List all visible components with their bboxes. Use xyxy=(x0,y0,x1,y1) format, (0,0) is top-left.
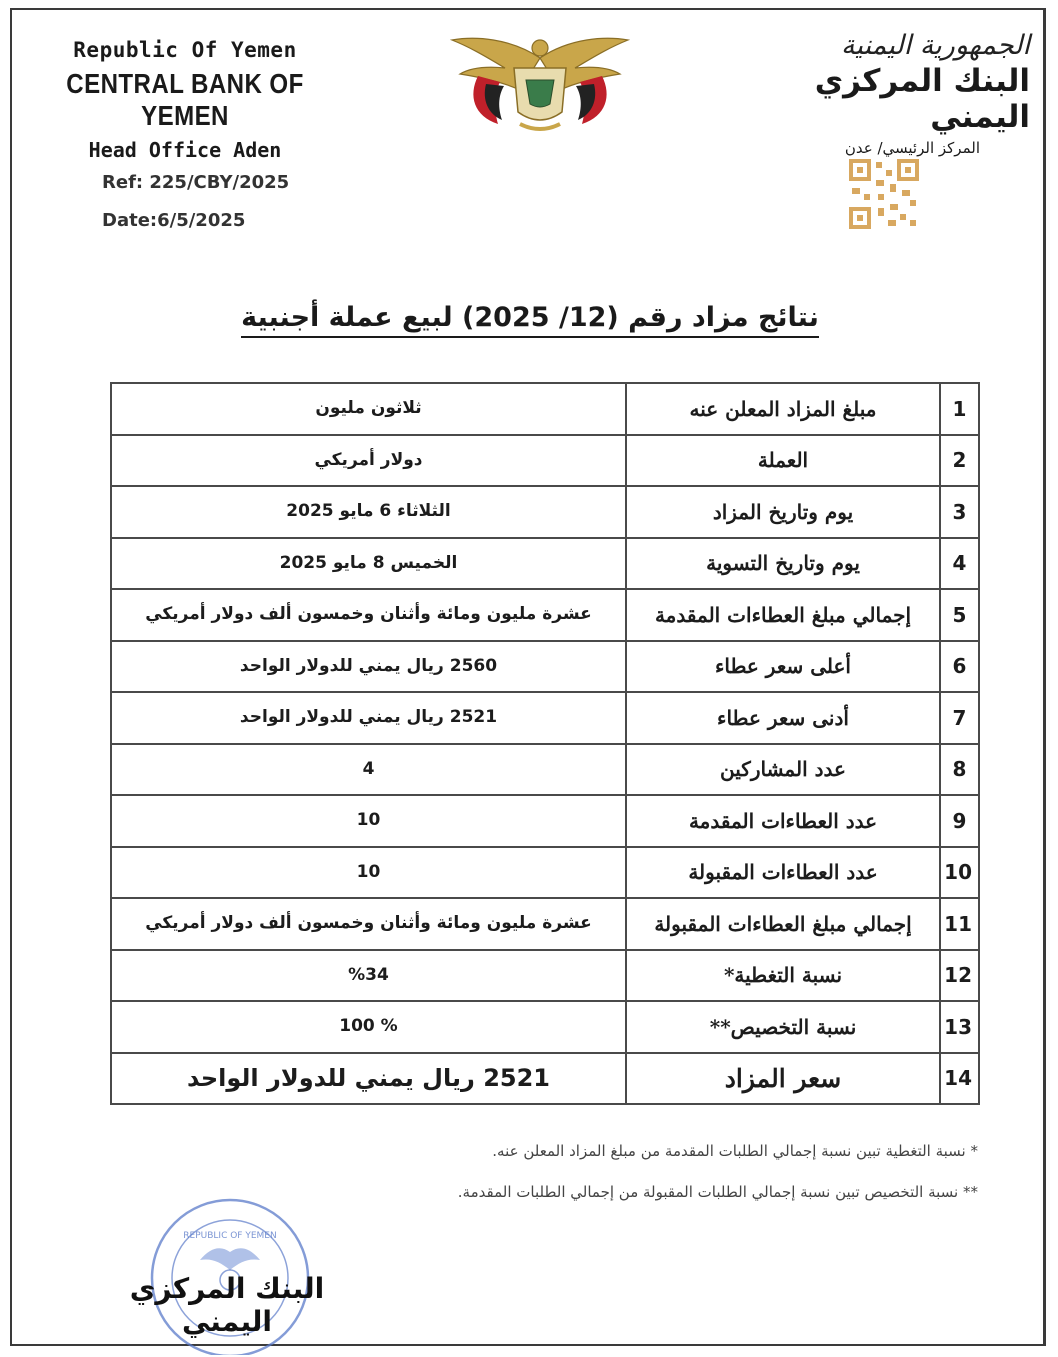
row-label: أدنى سعر عطاء xyxy=(626,692,940,744)
table-row xyxy=(111,435,979,487)
row-label: عدد المشاركين xyxy=(626,744,940,796)
row-number: 5 xyxy=(940,589,979,641)
row-value: الثلاثاء 6 مايو 2025 xyxy=(111,486,626,538)
seal-text: REPUBLIC OF YEMEN xyxy=(183,1231,277,1241)
row-number: 11 xyxy=(940,898,979,950)
table-row xyxy=(111,795,979,847)
coverage-footnote: * نسبة التغطية تبين نسبة إجمالي الطلبات المقدمة من مبلغ المزاد المعلن عنه. xyxy=(492,1142,978,1160)
row-value: ثلاثون مليون xyxy=(111,383,626,435)
english-letterhead xyxy=(40,38,330,162)
row-label: يوم وتاريخ التسوية xyxy=(626,538,940,590)
document-date: Date:6/5/2025 xyxy=(102,210,246,231)
row-number: 14 xyxy=(940,1053,979,1105)
table-row xyxy=(111,950,979,1002)
row-number: 8 xyxy=(940,744,979,796)
document-title xyxy=(200,302,860,333)
row-label: نسبة التغطية* xyxy=(626,950,940,1002)
reference-number: Ref: 225/CBY/2025 xyxy=(102,172,290,193)
row-number: 12 xyxy=(940,950,979,1002)
row-label: سعر المزاد xyxy=(626,1053,940,1105)
row-value: 2560 ريال يمني للدولار الواحد xyxy=(111,641,626,693)
republic-name-en: Republic Of Yemen xyxy=(73,38,297,62)
row-value: دولار أمريكي xyxy=(111,435,626,487)
table-row xyxy=(111,641,979,693)
row-label: عدد العطاءات المقبولة xyxy=(626,847,940,899)
office-name-ar: المركز الرئيسي/ عدن xyxy=(844,139,980,157)
eagle-emblem-icon xyxy=(450,28,630,138)
allocation-footnote: ** نسبة التخصيص تبين نسبة إجمالي الطلبات المقبولة من إجمالي الطلبات المقدمة. xyxy=(457,1183,978,1201)
row-value: 10 xyxy=(111,847,626,899)
table-row xyxy=(111,589,979,641)
row-value: 2521 ريال يمني للدولار الواحد xyxy=(111,1053,626,1105)
row-label: العملة xyxy=(626,435,940,487)
row-value: % 100 xyxy=(111,1001,626,1053)
bank-name-ar: البنك المركزي اليمني xyxy=(814,63,1030,135)
arabic-letterhead xyxy=(730,30,1030,157)
row-value: %34 xyxy=(111,950,626,1002)
row-number: 6 xyxy=(940,641,979,693)
row-value: الخميس 8 مايو 2025 xyxy=(111,538,626,590)
row-number: 4 xyxy=(940,538,979,590)
signature-bank-name: البنك المركزي اليمني xyxy=(129,1272,325,1338)
row-number: 2 xyxy=(940,435,979,487)
table-row xyxy=(111,1001,979,1053)
table-row xyxy=(111,1053,979,1105)
republic-name-ar: الجمهورية اليمنية xyxy=(840,30,1030,61)
row-label: عدد العطاءات المقدمة xyxy=(626,795,940,847)
row-label: مبلغ المزاد المعلن عنه xyxy=(626,383,940,435)
row-number: 1 xyxy=(940,383,979,435)
row-number: 13 xyxy=(940,1001,979,1053)
row-value: عشرة مليون ومائة وأثنان وخمسون ألف دولار أمريكي xyxy=(111,898,626,950)
table-row xyxy=(111,486,979,538)
table-row xyxy=(111,538,979,590)
table-row xyxy=(111,898,979,950)
row-number: 10 xyxy=(940,847,979,899)
row-number: 9 xyxy=(940,795,979,847)
row-label: نسبة التخصيص** xyxy=(626,1001,940,1053)
row-label: إجمالي مبلغ العطاءات المقبولة xyxy=(626,898,940,950)
row-number: 7 xyxy=(940,692,979,744)
table-row xyxy=(111,847,979,899)
row-value: عشرة مليون ومائة وأثنان وخمسون ألف دولار أمريكي xyxy=(111,589,626,641)
table-row xyxy=(111,744,979,796)
row-number: 3 xyxy=(940,486,979,538)
table-row xyxy=(111,692,979,744)
title-text: نتائج مزاد رقم (12/ 2025) لبيع عملة أجنبية xyxy=(241,302,819,338)
row-value: 10 xyxy=(111,795,626,847)
row-label: إجمالي مبلغ العطاءات المقدمة xyxy=(626,589,940,641)
row-value: 4 xyxy=(111,744,626,796)
table-row xyxy=(111,383,979,435)
qr-code-icon xyxy=(848,158,920,230)
auction-results-table xyxy=(110,382,980,1105)
office-name-en: Head Office Aden xyxy=(88,138,282,162)
row-label: يوم وتاريخ المزاد xyxy=(626,486,940,538)
row-value: 2521 ريال يمني للدولار الواحد xyxy=(111,692,626,744)
row-label: أعلى سعر عطاء xyxy=(626,641,940,693)
bank-name-en: CENTRAL BANK OF YEMEN xyxy=(66,68,304,131)
